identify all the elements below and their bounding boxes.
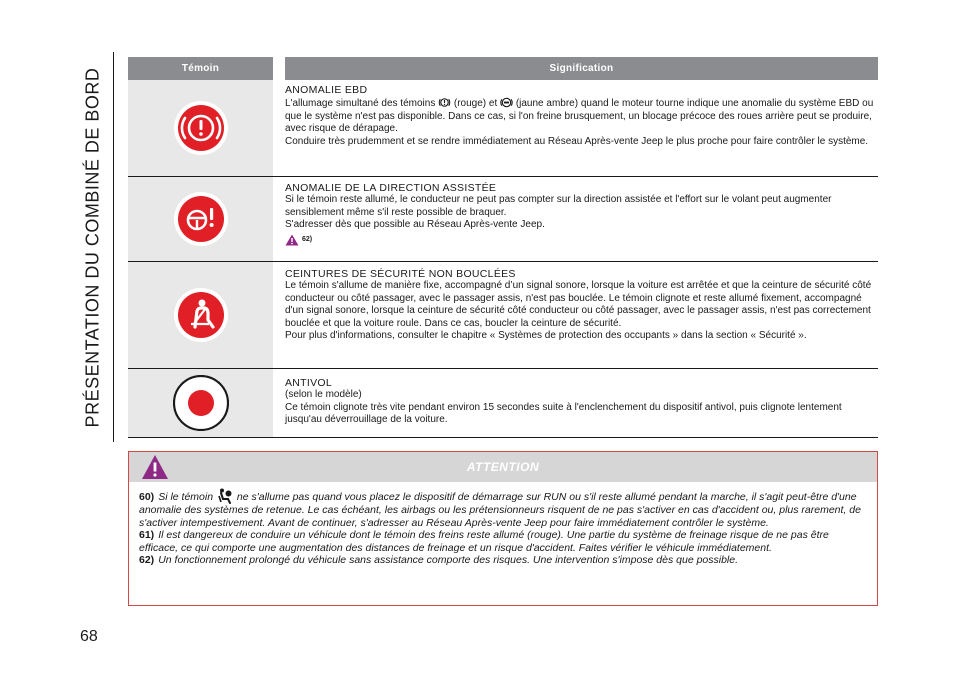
abs-amber-inline-icon: [500, 96, 513, 109]
attention-title: ATTENTION: [466, 460, 540, 474]
steering-warning-icon: [173, 191, 229, 247]
row-text-cell: [285, 262, 878, 368]
attention-box: [128, 451, 878, 606]
warning-triangle-icon: [141, 454, 169, 480]
warning-item-text: ne s'allume pas quand vous placez le dispositif de démarrage sur RUN ou s'il reste allumé pendant la marche, il s'agit peut-être d'une anomalie des systèmes de retenue. Le cas échéant, les airbags ou les prétensionneurs risquent de ne pas s'activer en cas d'accident ou, plus rarement, de s'activer intempestivement. Avant de continuer, s'adresser au Réseau Après-vente Jeep pour faire immédiatement contrôler le système.: [139, 491, 861, 529]
row-description-2: S'adresser dès que possible au Réseau Après-vente Jeep.: [285, 219, 545, 231]
row-text-cell: [285, 369, 878, 437]
row-description-2: Conduire très prudemment et se rendre immédiatement au Réseau Après-vente Jeep le plus proche pour faire contrôler le système.: [285, 135, 869, 147]
antitheft-dot-icon: [173, 375, 229, 431]
warning-item: [139, 554, 869, 567]
row-description: [285, 96, 878, 135]
row-title: ANTIVOL: [285, 377, 333, 389]
header-icon-column: Témoin: [128, 57, 273, 80]
row-title: ANOMALIE EBD: [285, 84, 368, 96]
row-title: ANOMALIE DE LA DIRECTION ASSISTÉE: [285, 182, 497, 194]
warning-item-text: Un fonctionnement prolongé du véhicule sans assistance comporte des risques. Une intervention s'impose dès que possible.: [158, 554, 739, 567]
warning-reference-number: 62): [302, 235, 313, 243]
row-icon-cell: [128, 177, 273, 261]
seatbelt-icon: [173, 287, 229, 343]
table-row: [128, 80, 878, 177]
row-text-cell: [285, 80, 878, 176]
side-divider: [113, 52, 114, 442]
warning-item: [139, 488, 869, 529]
row-description: Ce témoin clignote très vite pendant environ 15 secondes suite à l'enclenchement du dispositif antivol, puis clignote lentement jusqu'au déverrouillage de la voiture.: [285, 401, 842, 426]
warning-item: [139, 529, 869, 554]
warning-reference: [285, 234, 878, 246]
table-row: [128, 177, 878, 262]
row-text-part: L'allumage simultané des témoins: [285, 98, 436, 110]
table-row: [128, 262, 878, 369]
page-number: 68: [80, 628, 98, 645]
row-subtitle: (selon le modèle): [285, 389, 362, 401]
row-icon-cell: [128, 262, 273, 368]
airbag-person-icon: [218, 488, 232, 504]
row-icon-cell: [128, 80, 273, 176]
row-text-part: (jaune ambre) quand le moteur tourne indique une anomalie du système EBD ou que le système n'est pas disponible. Dans ce cas, si l'on freine brusquement, un blocage précoce des roues arrière peut se produire, avec risque de dérapage.: [285, 98, 874, 135]
row-title: CEINTURES DE SÉCURITÉ NON BOUCLÉES: [285, 268, 516, 280]
warning-item-number: 62): [139, 554, 155, 567]
table-row: [128, 369, 878, 438]
side-title: [72, 52, 114, 442]
attention-body: [129, 482, 877, 567]
warning-item-text: Si le témoin: [158, 491, 214, 503]
brake-red-inline-icon: [438, 96, 451, 109]
row-description: Le témoin s'allume de manière fixe, accompagné d’un signal sonore, lorsque la voiture est arrêtée et que la ceinture de sécurité côté conducteur ou côté passager, avec le passager assis, n'est pas bouclée. Le témoin clignote et reste allumé fixement, accompagné d'un signal sonore, lorsque la ceinture de sécurité côté conducteur ou côté passager, avec le passager assis, n'est pas correctement bouclée et que la voiture roule. Dans ce cas, boucler la ceinture de sécurité.: [285, 280, 872, 329]
warning-item-number: 61): [139, 529, 155, 542]
row-gap: [273, 177, 285, 261]
warning-item-number: 60): [139, 491, 155, 503]
row-text-part: (rouge) et: [453, 98, 498, 110]
header-gap: [273, 57, 285, 80]
row-text-cell: [285, 177, 878, 261]
table-header: [128, 57, 878, 80]
attention-header: [129, 452, 877, 482]
brake-warning-icon: [173, 100, 229, 156]
row-gap: [273, 262, 285, 368]
row-description-2: Pour plus d'informations, consulter le chapitre « Systèmes de protection des occupants » dans la section « Sécurité ».: [285, 330, 807, 342]
side-title-text: PRÉSENTATION DU COMBINÉ DE BORD: [82, 67, 103, 427]
warning-triangle-icon: [285, 234, 299, 246]
row-gap: [273, 80, 285, 176]
row-gap: [273, 369, 285, 437]
row-description: Si le témoin reste allumé, le conducteur ne peut pas compter sur la direction assistée et l'effort sur le volant peut augmenter sensiblement même s'il reste possible de braquer.: [285, 194, 832, 218]
warning-lights-table: [128, 57, 878, 438]
warning-item-text: Il est dangereux de conduire un véhicule dont le témoin des freins reste allumé (rouge). Une partie du système de freinage risque de ne pas être efficace, ce qui comporte une augmentation des distances de freinage et un risque d'accident. Faites vérifier le véhicule immédiatement.: [139, 529, 829, 554]
row-icon-cell: [128, 369, 273, 437]
header-meaning-column: Signification: [285, 57, 878, 80]
